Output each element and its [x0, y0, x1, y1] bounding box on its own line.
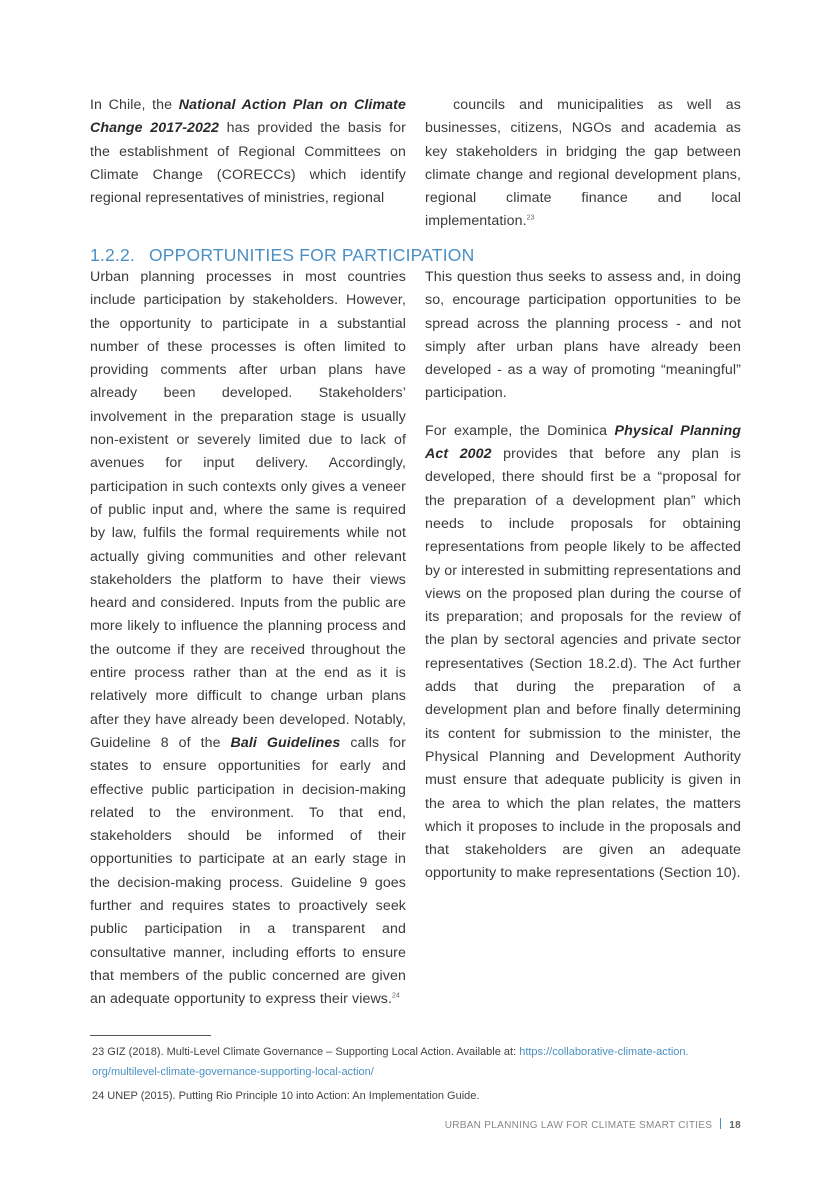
footnote-23: [92, 1042, 742, 1082]
footer-separator: [720, 1118, 721, 1129]
top-left-column: [90, 94, 406, 210]
councils-paragraph: [425, 94, 741, 234]
text-span: For example, the Dominica: [425, 422, 615, 439]
text-span: Urban planning processes in most countries include participation by stakeholders. However, the opportunity to participate in a substantial number of these processes is often limited to providing comments after urban plans have already been developed. Stakeholders’ involvement in the preparation stage is usually non-existent or severely limited due to lack of avenues for input delivery. Accordingly, participation in such contexts only gives a veneer of public input and, where the same is required by law, fulfils the formal requirements while not actually giving communities and other relevant stakeholders the platform to have their views heard and considered. Inputs from the public are more likely to influence the planning process and the outcome if they are received throughout the entire process rather than at the end as it is relatively more difficult to change urban plans after they have already been developed. Notably, Guideline 8 of the: [90, 269, 406, 751]
page-footer: [445, 1118, 741, 1131]
link-line-1[interactable]: https://collaborative-climate-action.: [519, 1046, 689, 1058]
footer-title: URBAN PLANNING LAW FOR CLIMATE SMART CITIES: [444, 1120, 713, 1131]
text-span: councils and municipalities as well as businesses, citizens, NGOs and academia as key stakeholders in bridging the gap between climate change and regional development plans, regional climate finance and local implementation.: [425, 97, 741, 230]
footnotes: [92, 1042, 742, 1106]
bali-guidelines-title: Bali Guidelines: [230, 734, 341, 751]
section-title: OPPORTUNITIES FOR PARTICIPATION: [148, 244, 475, 265]
urban-planning-paragraph: [90, 266, 406, 1012]
link-line-2[interactable]: org/multilevel-climate-governance-supporting-local-action/: [92, 1066, 374, 1078]
text-span: In Chile, the: [90, 97, 179, 113]
page-number: 18: [729, 1120, 741, 1131]
footnote-divider: [90, 1035, 211, 1036]
bottom-left-column: [90, 266, 406, 1012]
question-paragraph: This question thus seeks to assess and, in doing so, encourage participation opportunities to be spread across the planning process - and not simply after urban plans have already been developed - as a way of promoting “meaningful” participation.: [425, 269, 741, 402]
footnote-24: 24 UNEP (2015). Putting Rio Principle 10 into Action: An Implementation Guide.: [92, 1090, 480, 1102]
footnote-ref-23[interactable]: 23: [526, 214, 535, 222]
chile-paragraph: [90, 94, 406, 210]
section-number: 1.2.2.: [90, 244, 135, 265]
text-span: provides that before any plan is developed, there should first be a “proposal for the preparation of a development plan” which needs to include proposals for obtaining representations from people likely to be affected by or interested in submitting representations and views on the proposed plan during the course of its preparation; and proposals for the review of the plan by sectoral agencies and private sector representatives (Section 18.2.d). The Act further adds that during the preparation of a development plan and before finally determining its content for submission to the minister, the Physical Planning and Development Authority must ensure that adequate publicity is given in the area to which the plan relates, the matters which it proposes to include in the proposals and that stakeholders are given an adequate opportunity to make representations (Section 10).: [425, 446, 741, 882]
section-heading: [90, 244, 750, 266]
footnote-ref-24[interactable]: 24: [392, 992, 401, 1000]
bottom-right-column: [425, 266, 741, 886]
text-span: calls for states to ensure opportunities for early and effective public participation in decision-making related to the environment. To that end, stakeholders should be informed of their opportunities to participate at an early stage in the decision-making process. Guideline 9 goes further and requires states to proactively seek public participation in a transparent and consultative manner, including efforts to ensure that members of the public concerned are given an adequate opportunity to express their views.: [90, 734, 406, 1008]
act-title: Physical Planning Act 2002: [425, 422, 741, 463]
text-span: has provided the basis for the establishment of Regional Committees on Climate Change (CORECCs) which identify regional representatives of ministries, regional: [90, 120, 406, 207]
footnote-text: 23 GIZ (2018). Multi-Level Climate Governance – Supporting Local Action. Available at:: [92, 1046, 520, 1058]
dominica-paragraph: [425, 420, 741, 886]
top-right-column: [425, 94, 741, 234]
plan-title: National Action Plan on Climate Change 2017-2022: [90, 97, 406, 137]
